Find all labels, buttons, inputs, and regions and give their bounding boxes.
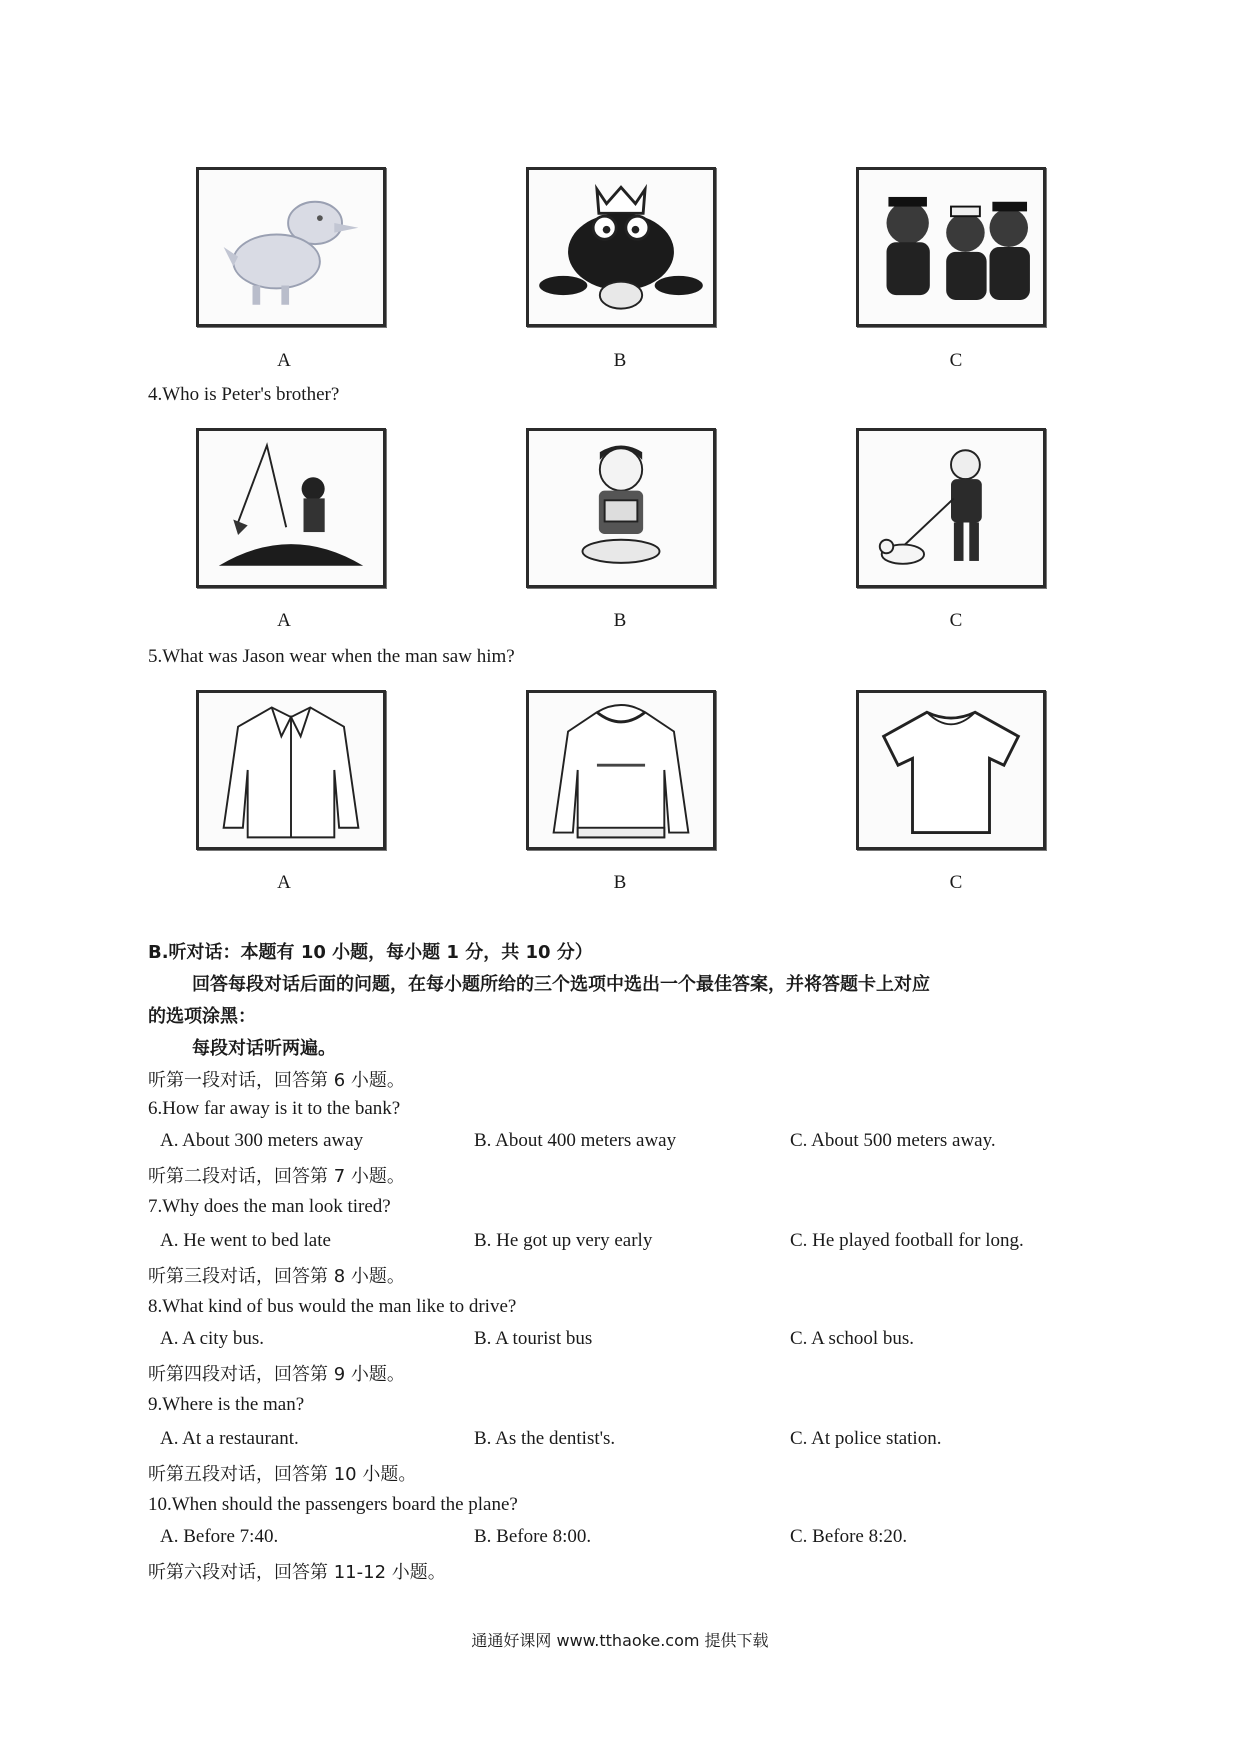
question-4: 4.Who is Peter's brother? <box>148 384 340 405</box>
boy-fishing-icon <box>199 431 383 585</box>
question-5: 5.What was Jason wear when the man saw him? <box>148 646 515 667</box>
option-b-label: B <box>613 610 627 631</box>
section-b-instruction-2: 的选项涂黑： <box>148 1006 256 1027</box>
sweater-icon <box>529 693 713 847</box>
option-c-card[interactable] <box>856 167 1046 327</box>
q6-option-b[interactable]: B. About 400 meters away <box>474 1130 677 1151</box>
q8-option-b[interactable]: B. A tourist bus <box>474 1328 593 1349</box>
section-b-instruction-3: 每段对话听两遍。 <box>192 1038 336 1059</box>
q9-option-b[interactable]: B. As the dentist's. <box>474 1428 616 1449</box>
section-b-title: B.听对话：本题有 10 小题，每小题 1 分，共 10 分） <box>148 942 593 963</box>
q8-option-a[interactable]: A. A city bus. <box>160 1328 264 1349</box>
option-a-card[interactable] <box>196 690 386 850</box>
dialogue-3-intro: 听第三段对话，回答第 8 小题。 <box>148 1266 405 1287</box>
q6-option-c[interactable]: C. About 500 meters away. <box>790 1130 996 1151</box>
option-b-label: B <box>613 350 627 371</box>
question-10: 10.When should the passengers board the plane? <box>148 1494 518 1515</box>
dialogue-6-intro: 听第六段对话，回答第 11-12 小题。 <box>148 1562 446 1583</box>
option-a-label: A <box>277 872 291 893</box>
q10-option-c[interactable]: C. Before 8:20. <box>790 1526 908 1547</box>
q10-option-a[interactable]: A. Before 7:40. <box>160 1526 279 1547</box>
q7-option-c[interactable]: C. He played football for long. <box>790 1230 1024 1251</box>
option-b-card[interactable] <box>526 428 716 588</box>
q7-option-a[interactable]: A. He went to bed late <box>160 1230 331 1251</box>
question-7: 7.Why does the man look tired? <box>148 1196 391 1217</box>
tshirt-icon <box>859 693 1043 847</box>
option-c-card[interactable] <box>856 690 1046 850</box>
dialogue-2-intro: 听第二段对话，回答第 7 小题。 <box>148 1166 405 1187</box>
option-b-card[interactable] <box>526 167 716 327</box>
jacket-icon <box>199 693 383 847</box>
dialogue-4-intro: 听第四段对话，回答第 9 小题。 <box>148 1364 405 1385</box>
option-a-card[interactable] <box>196 428 386 588</box>
boy-reading-icon <box>529 431 713 585</box>
option-c-label: C <box>949 872 963 893</box>
option-c-label: C <box>949 350 963 371</box>
question-9: 9.Where is the man? <box>148 1394 305 1415</box>
dialogue-1-intro: 听第一段对话，回答第 6 小题。 <box>148 1070 405 1091</box>
q7-option-b[interactable]: B. He got up very early <box>474 1230 653 1251</box>
q10-option-b[interactable]: B. Before 8:00. <box>474 1526 592 1547</box>
option-c-card[interactable] <box>856 428 1046 588</box>
boy-walking-dog-icon <box>859 431 1043 585</box>
frog-prince-icon <box>529 170 713 324</box>
q6-option-a[interactable]: A. About 300 meters away <box>160 1130 364 1151</box>
option-a-label: A <box>277 610 291 631</box>
question-8: 8.What kind of bus would the man like to drive? <box>148 1296 517 1317</box>
duck-icon <box>199 170 383 324</box>
q9-option-a[interactable]: A. At a restaurant. <box>160 1428 299 1449</box>
option-b-card[interactable] <box>526 690 716 850</box>
option-a-label: A <box>277 350 291 371</box>
page-footer: 通通好课网 www.tthaoke.com 提供下载 <box>471 1631 769 1650</box>
question-6: 6.How far away is it to the bank? <box>148 1098 401 1119</box>
option-c-label: C <box>949 610 963 631</box>
section-b-instruction-1: 回答每段对话后面的问题，在每小题所给的三个选项中选出一个最佳答案，并将答题卡上对应 <box>192 974 930 995</box>
q8-option-c[interactable]: C. A school bus. <box>790 1328 915 1349</box>
dialogue-5-intro: 听第五段对话，回答第 10 小题。 <box>148 1464 417 1485</box>
q9-option-c[interactable]: C. At police station. <box>790 1428 942 1449</box>
option-b-label: B <box>613 872 627 893</box>
option-a-card[interactable] <box>196 167 386 327</box>
three-pigs-icon <box>859 170 1043 324</box>
